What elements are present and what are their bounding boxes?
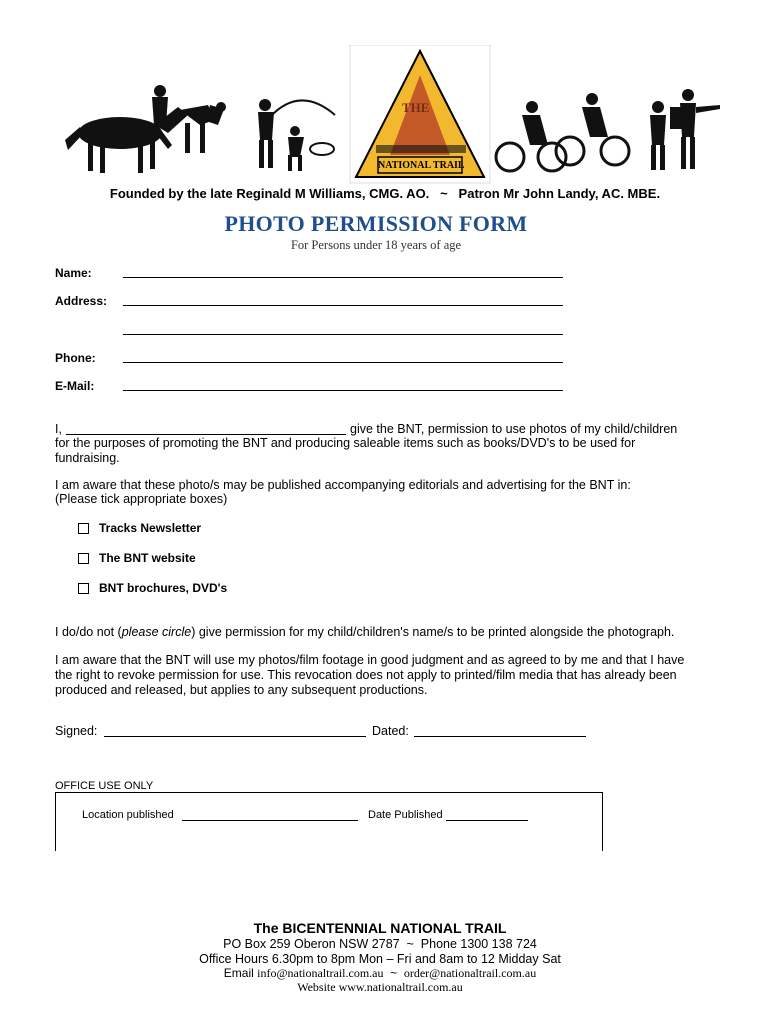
footer-email-1[interactable]: info@nationaltrail.com.au	[257, 966, 384, 980]
footer-hours: Office Hours 6.30pm to 8pm Mon – Fri and 8am to 12 Midday Sat	[199, 952, 561, 966]
checkbox-bnt-brochures[interactable]	[78, 583, 89, 594]
checkbox-tracks-newsletter[interactable]	[78, 523, 89, 534]
signature-field[interactable]	[104, 736, 366, 737]
footer-tilde: ~	[390, 966, 398, 980]
address-field-2[interactable]	[123, 334, 563, 335]
email-label: E-Mail:	[55, 379, 95, 393]
footer-org: The BICENTENNIAL NATIONAL TRAIL	[253, 920, 507, 936]
name-label: Name:	[55, 266, 92, 280]
logo-text-bottom: NATIONAL TRAIL	[378, 160, 465, 171]
office-use-title: OFFICE USE ONLY	[55, 780, 154, 792]
phone-label: Phone:	[55, 351, 96, 365]
fishing-figures-icon	[258, 99, 335, 171]
option-bnt-website: The BNT website	[99, 551, 196, 565]
date-field[interactable]	[414, 736, 586, 737]
page-title: PHOTO PERMISSION FORM	[224, 211, 528, 236]
guardian-name-field[interactable]	[66, 434, 346, 435]
footer-address: PO Box 259 Oberon NSW 2787 ~ Phone 1300 138 724	[223, 937, 537, 951]
page-subtitle: For Persons under 18 years of age	[290, 238, 462, 252]
aware-line-2: (Please tick appropriate boxes)	[55, 492, 228, 506]
address-label: Address:	[55, 294, 108, 308]
office-location-field[interactable]	[182, 820, 358, 821]
permission-give-text: give the BNT, permission to use photos of my child/children	[350, 422, 678, 436]
judgment-paragraph: I am aware that the BNT will use my photos/film footage in good judgment and as agreed to by me and that I have the right to revoke permission for use. This revocation does not apply to printed/film media that has already been produced and released, but applies to any subsequent productions.	[55, 653, 685, 697]
option-tracks-newsletter: Tracks Newsletter	[99, 521, 202, 535]
founder-line: Founded by the late Reginald M Williams, CMG. AO. ~ Patron Mr John Landy, AC. MBE.	[109, 186, 661, 201]
aware-line-1: I am aware that these photo/s may be published accompanying editorials and advertising for the BNT in:	[55, 478, 631, 492]
cyclists-icon	[496, 137, 629, 171]
email-field[interactable]	[123, 390, 563, 391]
signed-label: Signed:	[55, 724, 98, 738]
names-permission-italic: please circle	[121, 625, 192, 639]
names-permission	[55, 625, 674, 640]
horse-rider-icon	[65, 85, 226, 173]
footer-website[interactable]: Website www.nationaltrail.com.au	[297, 980, 463, 994]
office-date-label: Date Published	[368, 809, 443, 821]
checkbox-bnt-website[interactable]	[78, 553, 89, 564]
footer-email-2[interactable]: order@nationaltrail.com.au	[403, 966, 537, 980]
footer-email-line	[0, 966, 760, 981]
office-date-field[interactable]	[446, 820, 528, 821]
phone-field[interactable]	[123, 362, 563, 363]
permission-continued: for the purposes of promoting the BNT and producing saleable items such as books/DVD's to be used for fundraising.	[55, 436, 636, 465]
names-permission-after: ) give permission for my child/children's name/s to be printed alongside the photograph.	[191, 625, 675, 639]
logo-text-top: THE	[402, 100, 430, 115]
hikers-icon	[650, 89, 720, 170]
option-bnt-brochures: BNT brochures, DVD's	[99, 581, 228, 595]
address-field-1[interactable]	[123, 305, 563, 306]
footer-email-label: Email	[223, 966, 254, 980]
name-field[interactable]	[123, 277, 563, 278]
office-use-box	[55, 792, 603, 851]
office-location-label: Location published	[82, 809, 174, 821]
names-permission-before: I do/do not (	[55, 625, 122, 639]
permission-i: I,	[55, 422, 62, 436]
dated-label: Dated:	[372, 724, 409, 738]
